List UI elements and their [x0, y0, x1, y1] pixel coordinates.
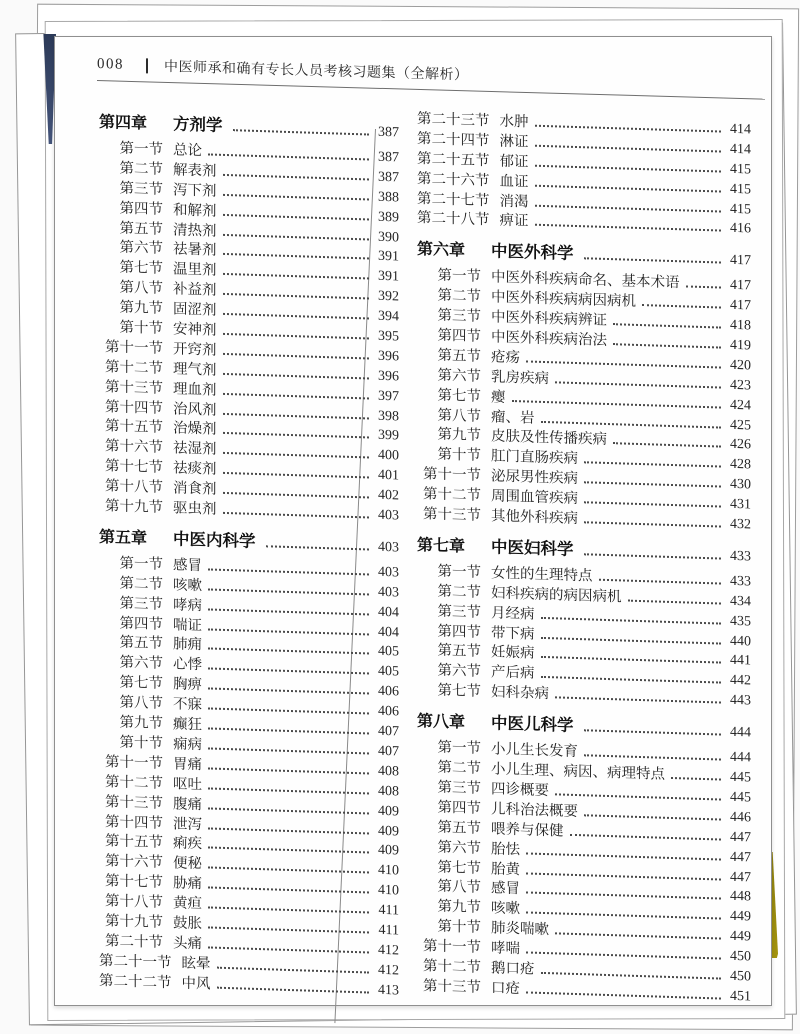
entry-ordinal: 第三节 — [437, 603, 481, 621]
entry-ordinal: 第十一节 — [105, 339, 163, 357]
entry-ordinal: 第八章 — [417, 713, 466, 732]
dot-leader — [599, 579, 722, 585]
entry-title: 便秘 — [173, 855, 202, 873]
entry-ordinal: 第二节 — [437, 759, 481, 778]
entry-ordinal: 第四节 — [119, 615, 163, 633]
entry-ordinal: 第九节 — [437, 898, 481, 917]
entry-title: 驱虫剂 — [173, 500, 217, 518]
entry-page-number: 416 — [730, 221, 751, 237]
entry-page-number: 419 — [730, 337, 751, 354]
entry-title: 中医儿科学 — [491, 713, 574, 736]
entry-page-number: 400 — [378, 448, 399, 464]
entry-title: 解表剂 — [173, 162, 217, 180]
entry-page-number: 398 — [378, 408, 399, 425]
entry-page-number: 430 — [730, 477, 751, 493]
entry-ordinal: 第十节 — [119, 319, 163, 338]
entry-page-number: 428 — [730, 457, 751, 473]
entry-ordinal: 第四节 — [437, 623, 481, 641]
entry-page-number: 417 — [730, 253, 751, 269]
dot-leader — [555, 697, 721, 704]
dot-leader — [526, 991, 721, 999]
entry-page-number: 403 — [378, 539, 399, 556]
entry-title: 小儿生长发育 — [491, 741, 578, 761]
entry-ordinal: 第六节 — [437, 663, 481, 681]
dot-leader — [628, 599, 722, 604]
entry-ordinal: 第一节 — [119, 555, 163, 573]
entry-title: 治燥剂 — [173, 420, 217, 439]
entry-page-number: 435 — [730, 613, 751, 630]
entry-title: 胸痹 — [173, 676, 202, 694]
entry-title: 妇科杂病 — [491, 684, 549, 703]
entry-ordinal: 第九节 — [119, 299, 163, 318]
entry-title: 瘿 — [491, 389, 506, 406]
entry-ordinal: 第十节 — [437, 918, 481, 937]
entry-ordinal: 第四节 — [437, 327, 481, 346]
entry-title: 四诊概要 — [491, 781, 549, 800]
entry-ordinal: 第五节 — [119, 220, 163, 238]
entry-page-number: 441 — [730, 653, 751, 669]
entry-page-number: 411 — [378, 922, 399, 939]
entry-title: 血证 — [499, 173, 529, 191]
entry-ordinal: 第二节 — [437, 583, 481, 601]
entry-title: 祛暑剂 — [173, 241, 217, 260]
entry-ordinal: 第十七节 — [105, 458, 163, 477]
entry-title: 淋证 — [499, 133, 529, 151]
entry-ordinal: 第三节 — [437, 779, 481, 797]
entry-page-number: 396 — [378, 368, 399, 385]
entry-ordinal: 第四章 — [99, 114, 148, 133]
entry-page-number: 404 — [378, 624, 399, 641]
entry-title: 小儿生理、病因、病理特点 — [491, 761, 665, 783]
entry-page-number: 394 — [378, 308, 399, 325]
entry-ordinal: 第十二节 — [423, 486, 481, 505]
entry-ordinal: 第四节 — [437, 799, 481, 817]
entry-page-number: 445 — [730, 789, 751, 806]
entry-page-number: 450 — [730, 948, 751, 965]
entry-page-number: 440 — [730, 633, 751, 650]
entry-page-number: 418 — [730, 317, 751, 334]
entry-ordinal: 第十六节 — [105, 853, 163, 872]
entry-page-number: 431 — [730, 496, 751, 513]
entry-title: 带下病 — [491, 624, 535, 643]
entry-title: 妊娠病 — [491, 644, 535, 663]
entry-title: 眩晕 — [181, 955, 211, 973]
entry-page-number: 405 — [378, 644, 399, 660]
entry-ordinal: 第六节 — [119, 655, 163, 673]
entry-ordinal: 第十节 — [119, 734, 163, 752]
entry-page-number: 433 — [730, 573, 751, 590]
dot-leader — [584, 481, 721, 487]
entry-title: 鼓胀 — [173, 915, 202, 933]
entry-ordinal: 第七节 — [119, 259, 163, 278]
entry-ordinal: 第三节 — [119, 180, 163, 198]
entry-page-number: 447 — [730, 849, 751, 866]
entry-ordinal: 第七节 — [437, 387, 481, 405]
entry-page-number: 448 — [730, 889, 751, 905]
entry-title: 胎怯 — [491, 840, 520, 858]
entry-title: 胃痛 — [173, 756, 202, 774]
entry-ordinal: 第三节 — [119, 595, 163, 613]
entry-ordinal: 第五节 — [437, 347, 481, 365]
entry-title: 理血剂 — [173, 381, 217, 399]
dot-leader — [584, 258, 722, 264]
dot-leader — [584, 501, 721, 507]
entry-title: 女性的生理特点 — [491, 565, 593, 585]
entry-title: 皮肤及性传播疾病 — [491, 428, 607, 449]
entry-page-number: 411 — [378, 902, 399, 919]
toc-column-right — [417, 107, 751, 1004]
dot-leader — [613, 343, 721, 348]
entry-title: 喂养与保健 — [491, 821, 564, 840]
entry-ordinal: 第五节 — [437, 819, 481, 837]
entry-page-number: 410 — [378, 882, 399, 899]
entry-ordinal: 第十节 — [437, 447, 481, 465]
book-title: 中医师承和确有专长人员考核习题集（全解析） — [164, 59, 469, 84]
entry-ordinal: 第四节 — [119, 200, 163, 218]
entry-ordinal: 第十七节 — [105, 873, 163, 892]
entry-title: 不寐 — [173, 696, 202, 714]
entry-ordinal: 第八节 — [119, 279, 163, 298]
entry-ordinal: 第十六节 — [105, 438, 163, 457]
entry-ordinal: 第二十四节 — [417, 130, 490, 150]
entry-page-number: 410 — [378, 863, 399, 879]
entry-title: 哮病 — [173, 597, 202, 614]
header-divider-bar — [146, 58, 148, 73]
entry-ordinal: 第十九节 — [105, 913, 163, 931]
entry-page-number: 414 — [730, 141, 751, 158]
entry-title: 消渴 — [499, 193, 529, 211]
entry-title: 肺炎喘嗽 — [491, 920, 549, 939]
entry-title: 咳嗽 — [173, 577, 202, 595]
dot-leader — [642, 304, 721, 308]
entry-page-number: 388 — [378, 189, 399, 206]
entry-ordinal: 第八节 — [437, 879, 481, 897]
entry-title: 胁痛 — [173, 875, 202, 893]
entry-page-number: 409 — [378, 823, 399, 839]
entry-title: 泌尿男性疾病 — [491, 468, 578, 488]
dot-leader — [217, 986, 370, 993]
entry-title: 感冒 — [173, 557, 202, 575]
dot-leader — [535, 224, 722, 232]
entry-page-number: 451 — [730, 988, 751, 1005]
entry-page-number: 403 — [378, 564, 399, 581]
entry-page-number: 415 — [730, 201, 751, 218]
entry-page-number: 405 — [378, 664, 399, 680]
entry-page-number: 433 — [730, 548, 751, 565]
entry-title: 妇科疾病的病因病机 — [491, 585, 622, 606]
entry-ordinal: 第十八节 — [105, 893, 163, 912]
dot-leader — [584, 521, 721, 527]
entry-page-number: 387 — [378, 149, 399, 166]
entry-title: 固涩剂 — [173, 301, 217, 319]
entry-title: 周围血管疾病 — [491, 488, 578, 508]
entry-title: 痢疾 — [173, 835, 202, 853]
entry-title: 疮疡 — [491, 349, 520, 367]
entry-title: 中医外科疾病命名、基本术语 — [491, 269, 680, 292]
entry-title: 治风剂 — [173, 400, 217, 419]
entry-ordinal: 第一节 — [437, 267, 481, 286]
entry-title: 鹅口疮 — [491, 960, 535, 978]
entry-page-number: 408 — [378, 783, 399, 800]
entry-page-number: 420 — [730, 357, 751, 374]
entry-ordinal: 第一节 — [437, 739, 481, 758]
entry-ordinal: 第十九节 — [105, 498, 163, 517]
entry-title: 其他外科疾病 — [491, 508, 578, 528]
entry-page-number: 447 — [730, 829, 751, 846]
entry-ordinal: 第十四节 — [105, 813, 163, 832]
entry-page-number: 450 — [730, 968, 751, 985]
entry-ordinal: 第十三节 — [105, 793, 163, 812]
entry-page-number: 412 — [378, 942, 399, 959]
entry-title: 儿科治法概要 — [491, 801, 578, 820]
entry-ordinal: 第十五节 — [105, 418, 163, 437]
entry-page-number: 425 — [730, 417, 751, 434]
entry-title: 补益剂 — [173, 281, 217, 299]
entry-title: 心悸 — [173, 656, 202, 674]
running-head — [97, 53, 765, 100]
entry-ordinal: 第二十六节 — [417, 170, 490, 189]
entry-ordinal: 第十一节 — [423, 466, 481, 485]
entry-ordinal: 第十三节 — [105, 378, 163, 397]
entry-title: 瘤、岩 — [491, 408, 535, 427]
entry-title: 痫病 — [173, 736, 202, 754]
entry-page-number: 446 — [730, 809, 751, 826]
entry-page-number: 449 — [730, 909, 751, 925]
entry-ordinal: 第十二节 — [105, 358, 163, 377]
entry-page-number: 404 — [378, 604, 399, 621]
entry-page-number: 391 — [378, 249, 399, 265]
toc-column-left — [99, 99, 399, 998]
entry-ordinal: 第三节 — [437, 307, 481, 326]
entry-ordinal: 第六节 — [119, 240, 163, 258]
entry-title: 郁证 — [499, 153, 529, 171]
entry-ordinal: 第二十二节 — [99, 972, 172, 991]
entry-ordinal: 第六节 — [437, 839, 481, 857]
entry-page-number: 403 — [378, 584, 399, 601]
entry-page-number: 397 — [378, 388, 399, 405]
entry-ordinal: 第八节 — [437, 407, 481, 425]
folio-page-number: 008 — [97, 55, 124, 73]
dot-leader — [584, 754, 721, 760]
dot-leader — [223, 512, 370, 519]
entry-page-number: 389 — [378, 209, 399, 226]
entry-page-number: 391 — [378, 269, 399, 285]
entry-ordinal: 第十一节 — [105, 754, 163, 772]
entry-ordinal: 第二十一节 — [99, 952, 172, 972]
entry-ordinal: 第十三节 — [423, 978, 481, 996]
dot-leader — [584, 462, 721, 468]
entry-page-number: 409 — [378, 843, 399, 859]
entry-page-number: 447 — [730, 869, 751, 885]
entry-page-number: 414 — [730, 121, 751, 138]
entry-title: 癫狂 — [173, 716, 202, 734]
entry-ordinal: 第七节 — [437, 682, 481, 701]
entry-page-number: 432 — [730, 516, 751, 533]
entry-page-number: 417 — [730, 278, 751, 294]
entry-ordinal: 第二十节 — [105, 933, 163, 951]
entry-title: 胎黄 — [491, 860, 520, 878]
entry-page-number: 392 — [378, 289, 399, 305]
entry-title: 中医外科学 — [491, 241, 574, 264]
entry-title: 消食剂 — [173, 480, 217, 498]
entry-page-number: 417 — [730, 298, 751, 314]
entry-title: 黄疸 — [173, 895, 202, 913]
entry-page-number: 387 — [378, 169, 399, 186]
entry-title: 方剂学 — [173, 114, 223, 135]
entry-page-number: 401 — [378, 468, 399, 484]
dot-leader — [613, 443, 721, 448]
entry-ordinal: 第八节 — [119, 694, 163, 713]
entry-page-number: 407 — [378, 723, 399, 740]
entry-ordinal: 第五节 — [119, 635, 163, 653]
entry-ordinal: 第七节 — [437, 859, 481, 877]
entry-ordinal: 第六章 — [417, 241, 466, 260]
entry-title: 感冒 — [491, 880, 520, 898]
entry-ordinal: 第五章 — [99, 528, 148, 548]
entry-title: 肛门直肠疾病 — [491, 448, 578, 468]
entry-ordinal: 第十一节 — [423, 938, 481, 957]
entry-ordinal: 第五节 — [437, 643, 481, 661]
entry-title: 水肿 — [499, 113, 529, 131]
book-page — [54, 36, 772, 1006]
entry-page-number: 407 — [378, 743, 399, 760]
entry-ordinal: 第十二节 — [423, 958, 481, 976]
entry-title: 呕吐 — [173, 776, 202, 793]
entry-ordinal: 第二十五节 — [417, 150, 490, 170]
entry-ordinal: 第六节 — [437, 367, 481, 385]
entry-title: 腹痛 — [173, 795, 202, 813]
entry-ordinal: 第二节 — [437, 287, 481, 306]
entry-title: 祛湿剂 — [173, 440, 217, 459]
entry-title: 乳房疾病 — [491, 369, 549, 387]
dot-leader — [584, 553, 722, 559]
dot-leader — [671, 777, 721, 781]
entry-page-number: 402 — [378, 487, 399, 504]
entry-ordinal: 第一节 — [119, 140, 163, 159]
dot-leader — [613, 323, 721, 328]
entry-page-number: 444 — [730, 724, 751, 741]
entry-page-number: 412 — [378, 962, 399, 979]
toc-columns — [55, 99, 771, 1005]
entry-ordinal: 第七节 — [119, 674, 163, 693]
entry-page-number: 449 — [730, 929, 751, 945]
entry-page-number: 408 — [378, 763, 399, 780]
entry-title: 理气剂 — [173, 361, 217, 379]
entry-title: 中医妇科学 — [491, 537, 574, 559]
entry-page-number: 445 — [730, 769, 751, 786]
entry-ordinal: 第十四节 — [105, 398, 163, 417]
entry-page-number: 390 — [378, 229, 399, 245]
entry-page-number: 396 — [378, 348, 399, 365]
entry-page-number: 424 — [730, 397, 751, 414]
entry-ordinal: 第十二节 — [105, 773, 163, 792]
entry-page-number: 406 — [378, 684, 399, 700]
entry-ordinal: 第十五节 — [105, 833, 163, 852]
dot-leader — [266, 545, 370, 550]
entry-ordinal: 第二十七节 — [417, 190, 490, 209]
entry-title: 喘证 — [173, 616, 202, 634]
entry-ordinal: 第九节 — [119, 714, 163, 733]
entry-title: 痹证 — [499, 213, 529, 230]
entry-ordinal: 第七章 — [417, 536, 466, 556]
dot-leader — [686, 286, 722, 289]
entry-ordinal: 第二十三节 — [417, 111, 490, 130]
entry-title: 产后病 — [491, 664, 535, 683]
entry-title: 咳嗽 — [491, 900, 520, 918]
dot-leader — [584, 814, 721, 820]
entry-page-number: 442 — [730, 673, 751, 689]
entry-title: 开窍剂 — [173, 341, 217, 359]
entry-title: 中医内科学 — [173, 529, 256, 551]
entry-page-number: 415 — [730, 181, 751, 198]
entry-ordinal: 第二节 — [119, 575, 163, 593]
entry-title: 中医外科疾病辨证 — [491, 309, 607, 330]
entry-ordinal: 第二节 — [119, 160, 163, 178]
entry-page-number: 387 — [378, 124, 399, 141]
entry-title: 和解剂 — [173, 201, 217, 220]
entry-title: 口疮 — [491, 980, 520, 998]
entry-title: 中医外科疾病治法 — [491, 329, 607, 349]
entry-page-number: 403 — [378, 507, 399, 524]
entry-title: 月经病 — [491, 605, 535, 623]
entry-page-number: 406 — [378, 703, 399, 720]
entry-page-number: 413 — [378, 982, 399, 999]
entry-ordinal: 第一节 — [437, 563, 481, 581]
entry-ordinal: 第二十八节 — [417, 210, 490, 229]
entry-title: 肺痈 — [173, 636, 202, 654]
entry-title: 哮喘 — [491, 940, 520, 958]
entry-title: 中风 — [181, 975, 211, 993]
entry-title: 祛痰剂 — [173, 460, 217, 478]
entry-title: 总论 — [173, 142, 202, 160]
entry-page-number: 415 — [730, 161, 751, 178]
entry-title: 清热剂 — [173, 221, 217, 240]
entry-ordinal: 第十三节 — [423, 506, 481, 525]
entry-title: 温里剂 — [173, 261, 217, 280]
entry-page-number: 426 — [730, 437, 751, 453]
entry-page-number: 434 — [730, 593, 751, 610]
entry-title: 中医外科疾病病因病机 — [491, 289, 636, 311]
entry-title: 泻下剂 — [173, 182, 217, 200]
entry-page-number: 423 — [730, 377, 751, 394]
entry-page-number: 409 — [378, 803, 399, 820]
entry-title: 泄泻 — [173, 815, 202, 833]
entry-ordinal: 第九节 — [437, 427, 481, 445]
entry-title: 安神剂 — [173, 321, 217, 339]
dot-leader — [584, 729, 722, 735]
dot-leader — [233, 129, 370, 135]
entry-page-number: 395 — [378, 328, 399, 345]
entry-page-number: 399 — [378, 428, 399, 444]
entry-ordinal: 第十八节 — [105, 478, 163, 497]
entry-page-number: 444 — [730, 749, 751, 766]
entry-page-number: 443 — [730, 693, 751, 709]
entry-title: 头痛 — [173, 935, 202, 953]
